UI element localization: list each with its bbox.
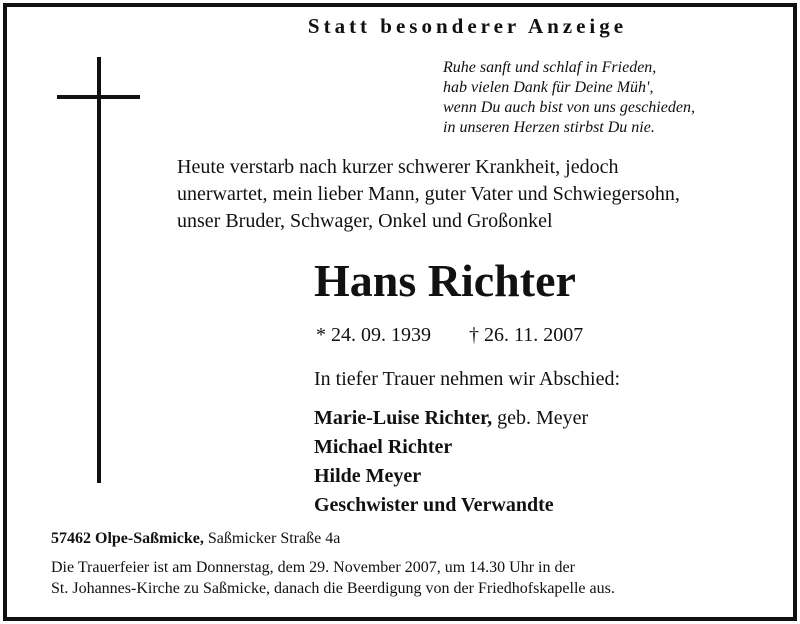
poem: [443, 58, 695, 138]
poem-line: Ruhe sanft und schlaf in Frieden,: [443, 59, 657, 76]
family-member: Hilde Meyer: [314, 465, 422, 487]
header-title: Statt besonderer Anzeige: [307, 14, 628, 38]
family-list: [314, 404, 588, 520]
poem-line: in unseren Herzen stirbst Du nie.: [443, 119, 655, 136]
family-member-maiden-name: geb. Meyer: [492, 407, 589, 429]
poem-line: wenn Du auch bist von uns geschieden,: [443, 99, 695, 116]
mourning-line: In tiefer Trauer nehmen wir Abschied:: [314, 368, 621, 390]
intro-line: Heute verstarb nach kurzer schwerer Krankheit, jedoch: [177, 156, 619, 178]
birth-date: * 24. 09. 1939: [316, 324, 431, 346]
family-member: Geschwister und Verwandte: [314, 494, 554, 516]
intro-line: unser Bruder, Schwager, Onkel und Großonkel: [177, 210, 553, 232]
death-date: † 26. 11. 2007: [469, 324, 584, 346]
cross-icon-vertical-bar: [97, 57, 101, 483]
life-dates: [316, 324, 583, 347]
family-member: Michael Richter: [314, 436, 453, 458]
intro-text: [177, 154, 680, 235]
family-member-name: Marie-Luise Richter,: [314, 407, 493, 429]
address-street: Saßmicker Straße 4a: [203, 530, 341, 547]
poem-line: hab vielen Dank für Deine Müh',: [443, 79, 654, 96]
address-place: 57462 Olpe-Saßmicke,: [51, 530, 204, 547]
address: [51, 530, 340, 548]
funeral-line: St. Johannes-Kirche zu Saßmicke, danach die Beerdigung von der Friedhofskapelle aus.: [51, 580, 615, 597]
family-member: [314, 404, 588, 433]
funeral-line: Die Trauerfeier ist am Donnerstag, dem 29. November 2007, um 14.30 Uhr in der: [51, 559, 575, 576]
deceased-name: Hans Richter: [314, 255, 576, 306]
intro-line: unerwartet, mein lieber Mann, guter Vater und Schwiegersohn,: [177, 183, 680, 205]
cross-icon-horizontal-bar: [57, 95, 140, 99]
funeral-info: [51, 557, 615, 599]
